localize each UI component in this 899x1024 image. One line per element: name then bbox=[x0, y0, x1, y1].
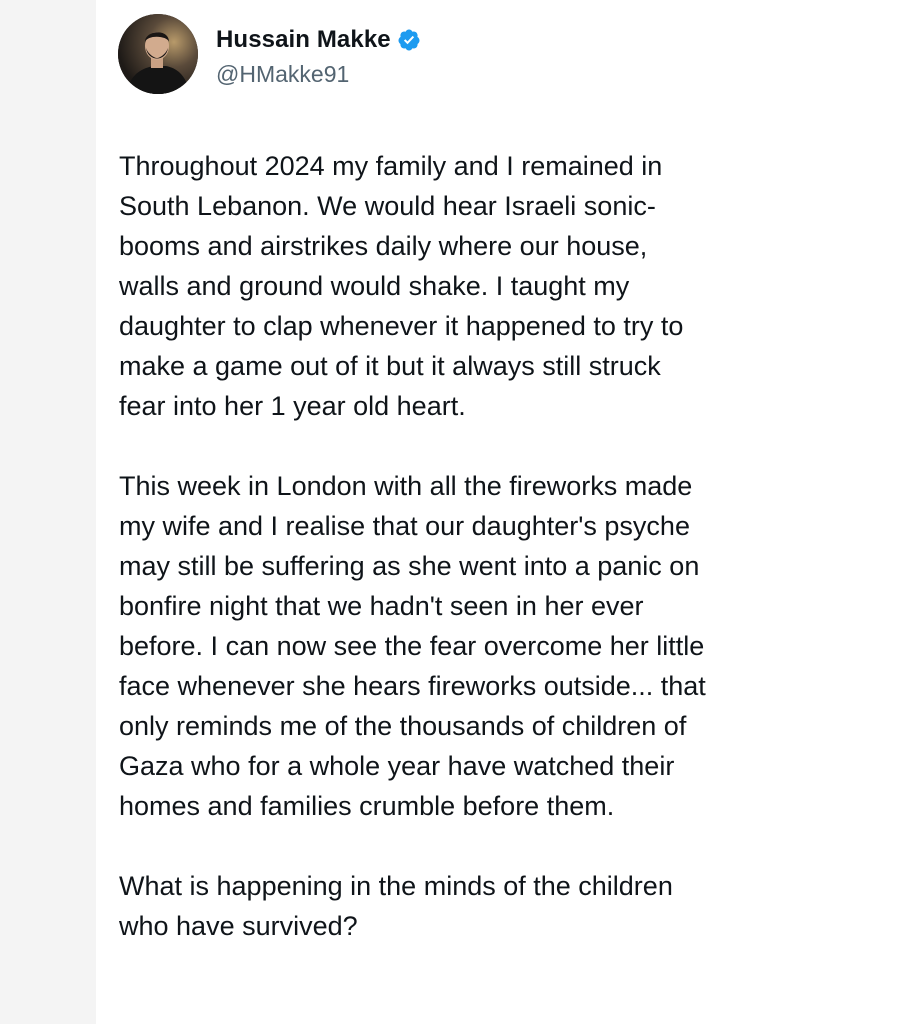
tweet-paragraph: This week in London with all the fireworks made my wife and I realise that our daughter's psyche may still be suffering as she went into a panic on bonfire night that we hadn't seen in her ever before. I can now see the fear overcome her little face whenever she hears fireworks outside... that only reminds me of the thousands of children of Gaza who for a whole year have watched their homes and families crumble before them. bbox=[119, 471, 706, 821]
tweet-paragraph: Throughout 2024 my family and I remained in South Lebanon. We would hear Israeli sonic- booms and airstrikes daily where our house, walls and ground would shake. I taught my daughter to clap whenever it happened to try to make a game out of it but it always still struck fear into her 1 year old heart. bbox=[119, 151, 684, 421]
author-row bbox=[216, 26, 421, 54]
author-handle[interactable]: @HMakke91 bbox=[216, 61, 350, 87]
avatar-image bbox=[118, 14, 198, 94]
tweet-text bbox=[119, 146, 839, 946]
tweet-paragraph: What is happening in the minds of the children who have survived? bbox=[119, 871, 673, 941]
verified-badge-icon bbox=[397, 28, 421, 52]
author-name[interactable]: Hussain Makke bbox=[216, 26, 391, 53]
avatar[interactable] bbox=[118, 14, 198, 94]
